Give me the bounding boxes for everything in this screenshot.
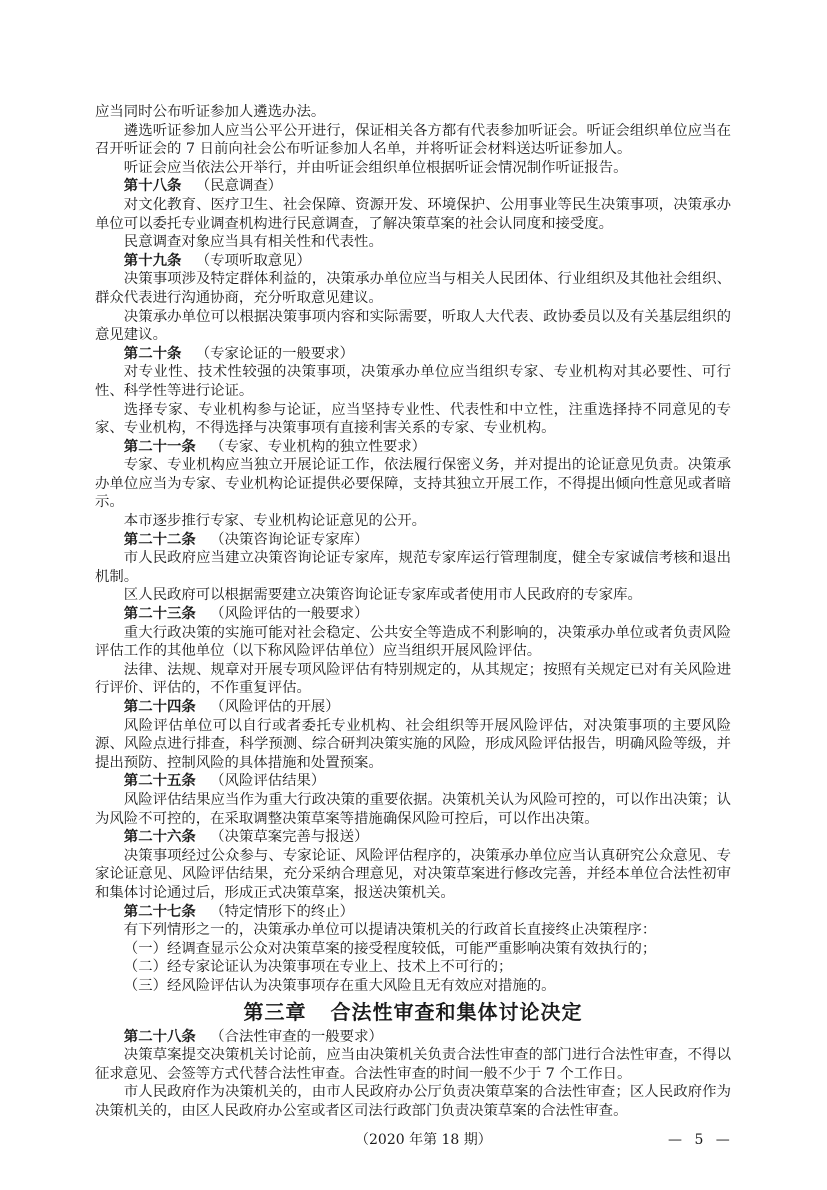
article-title: （风险评估的一般要求） <box>210 606 369 623</box>
paragraph: （一）经调查显示公众对决策草案的接受程度较低，可能严重影响决策有效执行的； <box>123 940 657 957</box>
article-heading <box>95 772 731 791</box>
document-body <box>95 103 731 1120</box>
paragraph: 市人民政府应当建立决策咨询论证专家库，规范专家库运行管理制度，健全专家诚信考核和退出机制。 <box>95 550 731 585</box>
article-number: 第十八条 <box>123 178 182 195</box>
paragraph: 决策事项经过公众参与、专家论证、风险评估程序的，决策承办单位应当认真研究公众意见、专家论证意见、风险评估结果，充分采纳合理意见，对决策草案进行修改完善，并经本单位合法性初审和集体讨论通过后，形成正式决策草案，报送决策机关。 <box>95 847 731 901</box>
chapter-number: 第三章 <box>243 999 307 1024</box>
paragraph: 对专业性、技术性较强的决策事项，决策承办单位应当组织专家、专业机构对其必要性、可行性、科学性等进行论证。 <box>95 364 731 399</box>
paragraph: 对文化教育、医疗卫生、社会保障、资源开发、环境保护、公用事业等民生决策事项，决策承办单位可以委托专业调查机构进行民意调查，了解决策草案的社会认同度和接受度。 <box>95 196 731 232</box>
article-number: 第二十条 <box>123 345 182 362</box>
paragraph: （二）经专家论证认为决策事项在专业上、技术上不可行的； <box>123 959 513 976</box>
article-number: 第二十七条 <box>123 903 196 920</box>
article-number: 第二十五条 <box>123 773 196 790</box>
article-title: （风险评估的开展） <box>210 699 340 715</box>
article-title: （民意调查） <box>195 178 283 195</box>
article-title: （风险评估结果） <box>210 773 326 790</box>
article-number: 第二十三条 <box>123 606 196 623</box>
article-title: （合法性审查的一般要求） <box>210 1028 383 1045</box>
paragraph: 决策草案提交决策机关讨论前，应当由决策机关负责合法性审查的部门进行合法性审查，不得以征求意见、会签等方式代替合法性审查。合法性审查的时间一般不少于 7 个工作日。 <box>95 1047 731 1082</box>
issue-label: （2020 年第 18 期） <box>355 1132 492 1149</box>
paragraph: 民意调查对象应当具有相关性和代表性。 <box>123 234 383 251</box>
paragraph: 有下列情形之一的，决策承办单位可以提请决策机关的行政首长直接终止决策程序： <box>123 922 657 939</box>
article-number: 第二十六条 <box>123 829 196 846</box>
article-title: （专项听取意见） <box>195 252 311 269</box>
article-heading <box>95 345 731 364</box>
paragraph: 选择专家、专业机构参与论证，应当坚持专业性、代表性和中立性，注重选择持不同意见的专家、专业机构，不得选择与决策事项有直接利害关系的专家、专业机构。 <box>95 401 731 437</box>
paragraph: 听证会应当依法公开举行，并由听证会组织单位根据听证会情况制作听证报告。 <box>123 159 628 176</box>
page-footer <box>0 1130 827 1150</box>
paragraph: 风险评估结果应当作为重大行政决策的重要依据。决策机关认为风险可控的，可以作出决策；认为风险不可控的，在采取调整决策草案等措施确保风险可控后，可以作出决策。 <box>95 791 731 827</box>
article-number: 第二十一条 <box>123 438 196 455</box>
paragraph: 区人民政府可以根据需要建立决策咨询论证专家库或者使用市人民政府的专家库。 <box>123 587 642 604</box>
paragraph: 专家、专业机构应当独立开展论证工作，依法履行保密义务，并对提出的论证意见负责。决策承办单位应当为专家、专业机构论证提供必要保障，支持其独立开展工作，不得提出倾向性意见或者暗示。 <box>95 457 731 511</box>
article-number: 第二十二条 <box>123 531 196 548</box>
article-heading <box>95 605 731 624</box>
article-heading <box>95 252 731 271</box>
article-title: （决策草案完善与报送） <box>210 829 369 846</box>
page-number: — 5 — <box>668 1132 734 1149</box>
article-heading <box>95 903 731 922</box>
chapter-heading <box>95 999 731 1025</box>
article-title: （专家、专业机构的独立性要求） <box>210 438 427 455</box>
paragraph: 遴选听证参加人应当公平公开进行，保证相关各方都有代表参加听证会。听证会组织单位应当在召开听证会的 7 日前向社会公布听证参加人名单，并将听证会材料送达听证参加人。 <box>95 122 731 158</box>
chapter-title: 合法性审查和集体讨论决定 <box>330 999 583 1024</box>
paragraph: 决策承办单位可以根据决策事项内容和实际需要，听取人大代表、政协委员以及有关基层组织的意见建议。 <box>95 308 731 344</box>
article-heading <box>95 828 731 847</box>
article-heading <box>95 698 731 717</box>
paragraph: 本市逐步推行专家、专业机构论证意见的公开。 <box>123 513 427 530</box>
paragraph: 风险评估单位可以自行或者委托专业机构、社会组织等开展风险评估，对决策事项的主要风险源、风险点进行排查，科学预测、综合研判决策实施的风险，形成风险评估报告，明确风险等级，并提出预防、控制风险的具体措施和处置预案。 <box>95 717 731 771</box>
article-title: （决策咨询论证专家库） <box>210 531 369 548</box>
article-heading <box>95 531 731 550</box>
paragraph: 重大行政决策的实施可能对社会稳定、公共安全等造成不利影响的，决策承办单位或者负责风险评估工作的其他单位（以下称风险评估单位）应当组织开展风险评估。 <box>95 624 731 660</box>
article-title: （特定情形下的终止） <box>210 903 355 920</box>
article-title: （专家论证的一般要求） <box>195 345 355 362</box>
article-heading <box>95 438 731 457</box>
article-heading <box>95 1028 731 1047</box>
paragraph: （三）经风险评估认为决策事项存在重大风险且无有效应对措施的。 <box>123 977 556 994</box>
paragraph: 市人民政府作为决策机关的，由市人民政府办公厅负责决策草案的合法性审查；区人民政府作为决策机关的，由区人民政府办公室或者区司法行政部门负责决策草案的合法性审查。 <box>95 1084 731 1119</box>
paragraph: 法律、法规、规章对开展专项风险评估有特别规定的，从其规定；按照有关规定已对有关风险进行评价、评估的，不作重复评估。 <box>95 661 731 697</box>
article-number: 第十九条 <box>123 252 182 269</box>
paragraph: 应当同时公布听证参加人遴选办法。 <box>95 104 326 120</box>
paragraph: 决策事项涉及特定群体利益的，决策承办单位应当与相关人民团体、行业组织及其他社会组织、群众代表进行沟通协商，充分听取意见建议。 <box>95 271 731 306</box>
article-number: 第二十八条 <box>123 1028 196 1045</box>
article-heading <box>95 177 731 196</box>
article-number: 第二十四条 <box>123 699 196 715</box>
